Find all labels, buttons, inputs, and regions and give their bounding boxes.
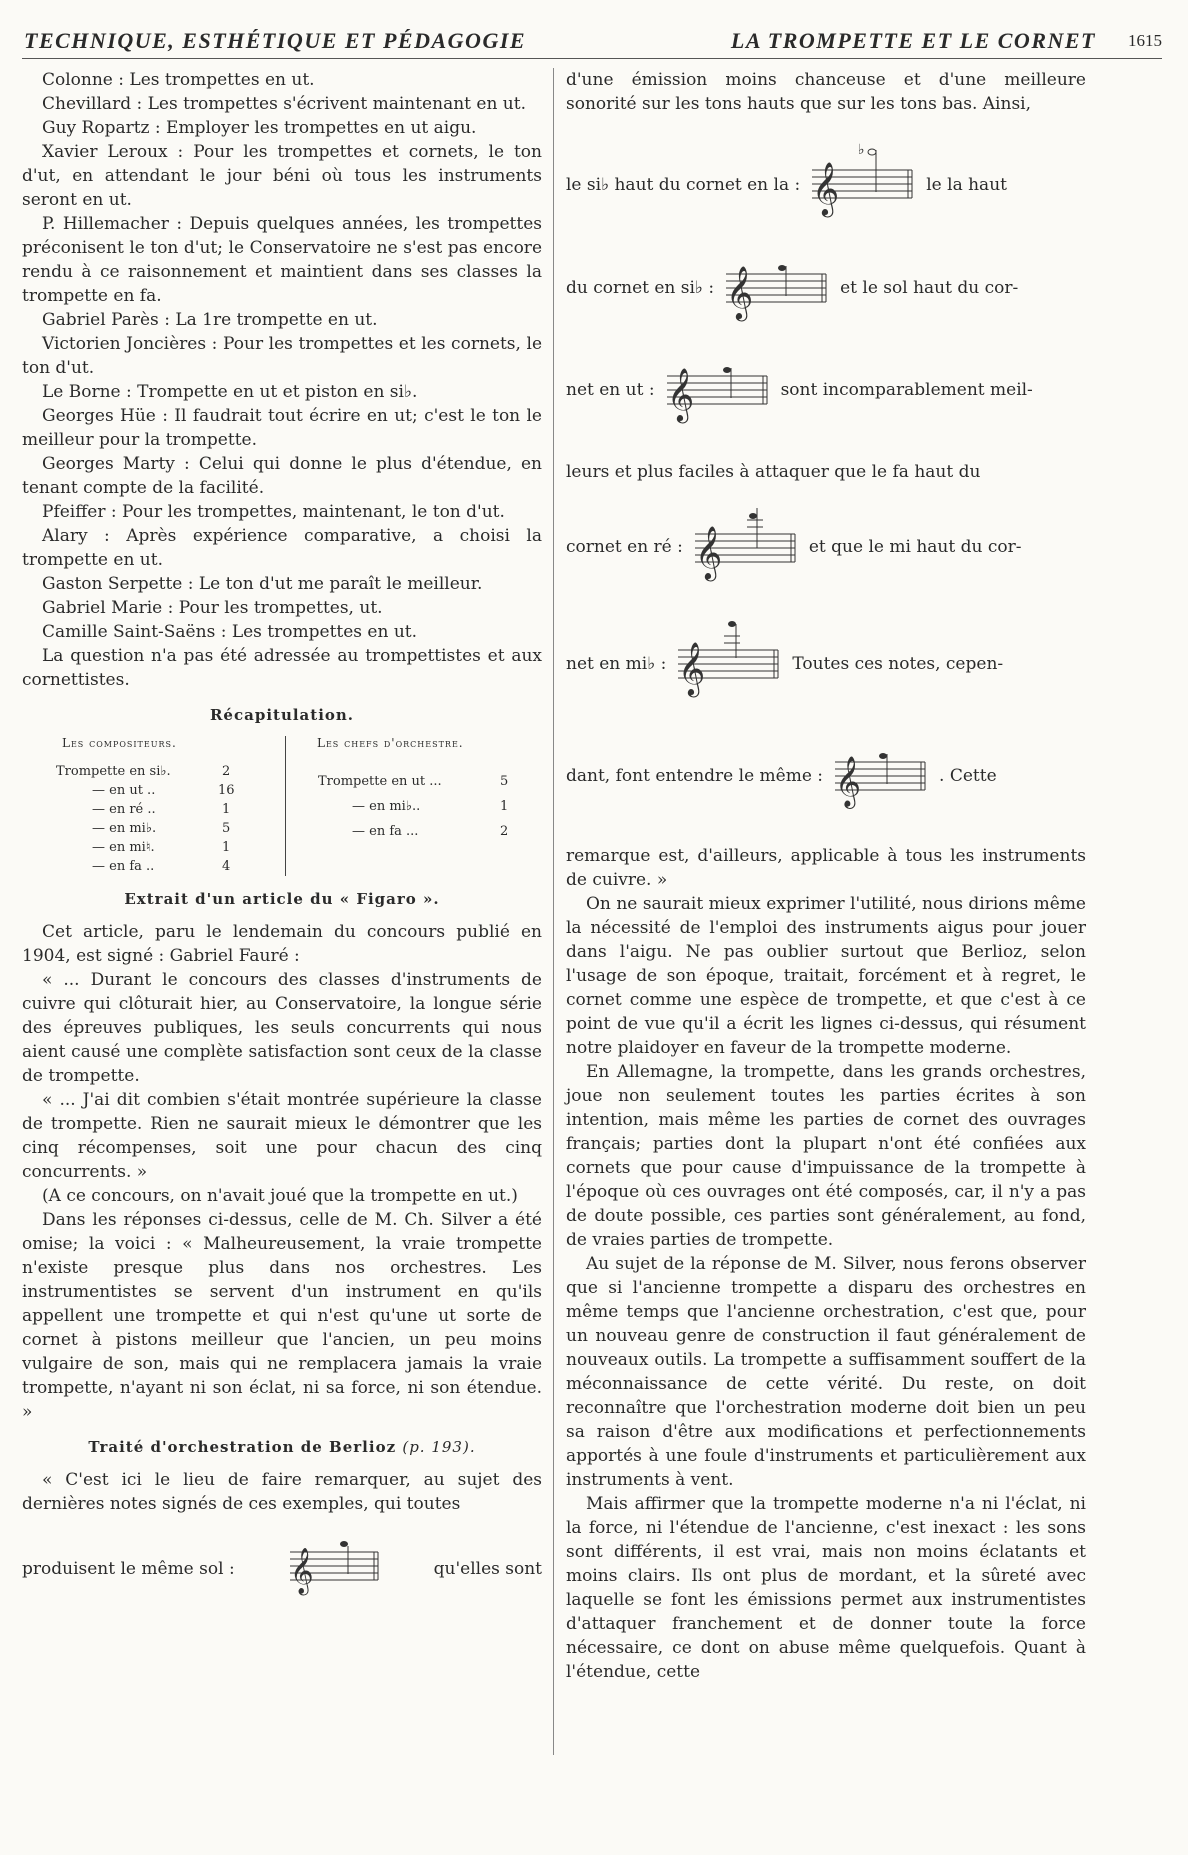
recap-label: — en mi♮. bbox=[92, 840, 155, 855]
response-paragraph: Xavier Leroux : Pour les trompettes et cornets, le ton d'ut, en attendant le jour béni où tous les instruments seront en ut. bbox=[22, 142, 542, 210]
recap-count: 5 bbox=[500, 774, 509, 789]
figaro-title: Extrait d'un article du « Figaro ». bbox=[124, 890, 440, 908]
berlioz-heading bbox=[22, 1438, 542, 1456]
music-staff-example bbox=[691, 500, 801, 594]
recap-count: 2 bbox=[222, 764, 231, 779]
response-paragraph: Gabriel Marie : Pour les trompettes, ut. bbox=[42, 598, 383, 618]
composers-header: Les compositeurs. bbox=[62, 736, 177, 750]
response-paragraph: Camille Saint-Saëns : Les trompettes en ut. bbox=[42, 622, 418, 642]
music-line-text: net en mi♭ : bbox=[566, 654, 667, 674]
response-paragraph: Gaston Serpette : Le ton d'ut me paraît le meilleur. bbox=[42, 574, 483, 594]
recap-divider bbox=[285, 736, 286, 876]
recap-row bbox=[92, 840, 155, 855]
recap-count: 4 bbox=[222, 859, 231, 874]
response-paragraph: P. Hillemacher : Depuis quelques années, les trompettes préconisent le ton d'ut; le Conservatoire ne s'est pas encore rendu à ce raisonnement et maintient dans ses classes la trompette en fa. bbox=[22, 214, 542, 306]
music-line-text: le la haut bbox=[926, 175, 1007, 195]
figaro-paragraph: (A ce concours, on n'avait joué que la trompette en ut.) bbox=[42, 1186, 518, 1206]
recap-label: Trompette en si♭. bbox=[56, 764, 171, 779]
recap-count: 2 bbox=[500, 824, 509, 839]
svg-text:♭: ♭ bbox=[858, 142, 865, 158]
header-left-title: TECHNIQUE, ESTHÉTIQUE ET PÉDAGOGIE bbox=[24, 28, 527, 53]
svg-text:𝄞: 𝄞 bbox=[666, 367, 694, 421]
music-staff-example bbox=[722, 244, 832, 332]
recap-row bbox=[318, 774, 442, 789]
figaro-paragraph: « ... J'ai dit combien s'était montrée supérieure la classe de trompette. Rien ne saurait mieux le démontrer que les cinq récompenses, soit une pour chacun des cinq concurrents. » bbox=[22, 1090, 542, 1182]
music-staff-example bbox=[286, 1530, 382, 1608]
music-line-text: du cornet en si♭ : bbox=[566, 278, 715, 298]
music-line-text: sont incomparablement meil- bbox=[780, 380, 1033, 400]
paragraph: leurs et plus faciles à attaquer que le fa haut du bbox=[566, 462, 981, 482]
music-line-text: produisent le même sol : bbox=[22, 1559, 235, 1579]
recap-row bbox=[352, 824, 418, 839]
figaro-paragraph: « ... Durant le concours des classes d'instruments de cuivre qui clôturait hier, au Conservatoire, la longue série des épreuves publiques, les seuls concurrents qui nous aient causé une complète satisfaction sont ceux de la classe de trompette. bbox=[22, 970, 542, 1086]
music-line bbox=[22, 1530, 542, 1608]
response-paragraph: Le Borne : Trompette en ut et piston en si♭. bbox=[42, 382, 418, 402]
paragraph: remarque est, d'ailleurs, applicable à tous les instruments de cuivre. » bbox=[566, 846, 1086, 890]
recap-label: — en ré .. bbox=[92, 802, 156, 817]
recap-row bbox=[92, 821, 156, 836]
right-body bbox=[566, 844, 1086, 1684]
figaro-paragraph: Cet article, paru le lendemain du concours publié en 1904, est signé : Gabriel Fauré : bbox=[22, 922, 542, 966]
running-header bbox=[22, 24, 1162, 59]
music-staff-example bbox=[674, 616, 784, 712]
music-line-text: . Cette bbox=[939, 766, 997, 786]
svg-text:𝄞: 𝄞 bbox=[726, 265, 754, 319]
recap-count: 5 bbox=[222, 821, 231, 836]
music-line-text: net en ut : bbox=[566, 380, 655, 400]
left-column bbox=[22, 68, 542, 1622]
music-staff-example bbox=[663, 346, 773, 434]
music-line bbox=[566, 616, 1086, 712]
paragraph: d'une émission moins chanceuse et d'une meilleure sonorité sur les tons hauts que sur les tons bas. Ainsi, bbox=[566, 70, 1086, 114]
music-staff-example bbox=[808, 140, 918, 230]
svg-text:𝄞: 𝄞 bbox=[678, 641, 706, 695]
column-divider bbox=[553, 68, 554, 1755]
paragraph: Au sujet de la réponse de M. Silver, nous ferons observer que si l'ancienne trompette a disparu des orchestres en même temps que l'ancienne orchestration, c'est que, pour un nouveau genre de construction il faut généralement de nouveaux outils. La trompette a suffisamment souffert de la méconnaissance de cette vérité. Du reste, on doit reconnaître que l'orchestration moderne doit bien un peu sa raison d'être aux modifications et perfectionnements apportés à une foule d'instruments et particulièrement aux instruments à vent. bbox=[566, 1254, 1086, 1490]
right-column bbox=[566, 68, 1086, 1684]
survey-responses bbox=[22, 68, 542, 692]
music-line bbox=[566, 140, 1086, 230]
music-line-text: et le sol haut du cor- bbox=[840, 278, 1019, 298]
figaro-paragraph: Dans les réponses ci-dessus, celle de M. Ch. Silver a été omise; la voici : « Malheureusement, la vraie trompette n'existe presque plus dans nos orchestres. Les instrumentistes se servent d'un instrument en qu'ils appellent une trompette et qui n'est qu'une ut sorte de cornet à pistons meilleur que l'ancien, un peu moins vulgaire de son, mais qui ne remplacera jamais la vraie trompette, n'ayant ni son éclat, ni sa force, ni son étendue. » bbox=[22, 1210, 542, 1422]
header-right-title: LA TROMPETTE ET LE CORNET bbox=[730, 28, 1096, 53]
response-paragraph: La question n'a pas été adressée au trompettistes et aux cornettistes. bbox=[22, 646, 542, 690]
recap-row bbox=[92, 859, 154, 874]
music-line-text: Toutes ces notes, cepen- bbox=[792, 654, 1004, 674]
paragraph: En Allemagne, la trompette, dans les grands orchestres, joue non seulement toutes les parties écrites à son intention, mais même les parties de cornet des ouvrages français; parties dont la plupart n'ont été confiées aux cornets que pour cause d'impuissance de la trompette à l'époque où ces ouvrages ont été composés, car, il n'y a pas de doute possible, ces parties sont généralement, au fond, de vraies parties de trompette. bbox=[566, 1062, 1086, 1250]
recap-label: Trompette en ut ... bbox=[318, 774, 442, 789]
response-paragraph: Chevillard : Les trompettes s'écrivent maintenant en ut. bbox=[42, 94, 526, 114]
recap-label: — en mi♭. bbox=[92, 821, 157, 836]
music-line bbox=[566, 244, 1086, 332]
recap-label: — en fa ... bbox=[352, 824, 419, 839]
response-paragraph: Colonne : Les trompettes en ut. bbox=[42, 70, 315, 90]
music-line bbox=[566, 500, 1086, 594]
music-line bbox=[566, 346, 1086, 434]
recap-count: 1 bbox=[222, 802, 231, 817]
recap-count: 1 bbox=[222, 840, 231, 855]
svg-text:𝄞: 𝄞 bbox=[812, 161, 840, 215]
paragraph: On ne saurait mieux exprimer l'utilité, nous dirions même la nécessité de l'emploi des instruments aigus pour jouer dans l'aigu. Ne pas oublier surtout que Berlioz, selon l'usage de son époque, traitait, forcément et à regret, le cornet comme une espèce de trompette, et que c'est à ce point de vue qu'il a écrit les lignes ci-dessus, qui résument notre plaidoyer en faveur de la trompette moderne. bbox=[566, 894, 1086, 1058]
conductors-header: Les chefs d'orchestre. bbox=[317, 736, 464, 750]
page-number: 1615 bbox=[1128, 31, 1162, 50]
svg-text:𝄞: 𝄞 bbox=[290, 1548, 314, 1594]
recap-title: Récapitulation. bbox=[209, 706, 355, 724]
response-paragraph: Georges Marty : Celui qui donne le plus d'étendue, en tenant compte de la facilité. bbox=[22, 454, 542, 498]
figaro-excerpt bbox=[22, 920, 542, 1424]
recap-table bbox=[22, 736, 542, 884]
response-paragraph: Pfeiffer : Pour les trompettes, maintenant, le ton d'ut. bbox=[42, 502, 505, 522]
music-line bbox=[566, 734, 1086, 818]
music-line-text: qu'elles sont bbox=[433, 1559, 542, 1579]
music-line-text: cornet en ré : bbox=[566, 537, 683, 557]
svg-text:𝄞: 𝄞 bbox=[835, 756, 862, 807]
paragraph: Mais affirmer que la trompette moderne n'a ni l'éclat, ni la force, ni l'étendue de l'ancienne, c'est inexact : les sons sont différents, il est vrai, mais non moins éclatants et moins clairs. Ils ont plus de mordant, et la sûreté avec laquelle se font les émissions permet aux instrumentistes d'attaquer franchement et de donner toute la force nécessaire, ce dont on abuse même quelquefois. Quant à l'étendue, cette bbox=[566, 1494, 1086, 1682]
recap-label: — en fa .. bbox=[92, 859, 155, 874]
recap-label: — en ut .. bbox=[92, 783, 156, 798]
response-paragraph: Alary : Après expérience comparative, a choisi la trompette en ut. bbox=[22, 526, 542, 570]
response-paragraph: Gabriel Parès : La 1re trompette en ut. bbox=[42, 310, 378, 330]
response-paragraph: Guy Ropartz : Employer les trompettes en ut aigu. bbox=[42, 118, 477, 138]
recap-count: 16 bbox=[218, 783, 235, 798]
music-line-text: le si♭ haut du cornet en la : bbox=[566, 175, 801, 195]
recap-row bbox=[56, 764, 171, 779]
music-line-text: dant, font entendre le même : bbox=[566, 766, 824, 786]
recap-count: 1 bbox=[500, 799, 509, 814]
recap-row bbox=[352, 799, 420, 814]
berlioz-title: Traité d'orchestration de Berlioz bbox=[88, 1438, 397, 1456]
recap-row bbox=[92, 802, 156, 817]
recap-label: — en mi♭.. bbox=[352, 799, 421, 814]
music-line-text: et que le mi haut du cor- bbox=[808, 537, 1022, 557]
music-staff-example bbox=[831, 734, 931, 818]
svg-text:𝄞: 𝄞 bbox=[694, 525, 723, 579]
response-paragraph: Georges Hüe : Il faudrait tout écrire en ut; c'est le ton le meilleur pour la trompette. bbox=[22, 406, 542, 450]
response-paragraph: Victorien Joncières : Pour les trompettes et les cornets, le ton d'ut. bbox=[22, 334, 542, 378]
berlioz-paragraph: « C'est ici le lieu de faire remarquer, au sujet des dernières notes signés de ces exemples, qui toutes bbox=[22, 1470, 542, 1514]
berlioz-page-ref: (p. 193). bbox=[402, 1438, 476, 1456]
recap-row bbox=[92, 783, 155, 798]
